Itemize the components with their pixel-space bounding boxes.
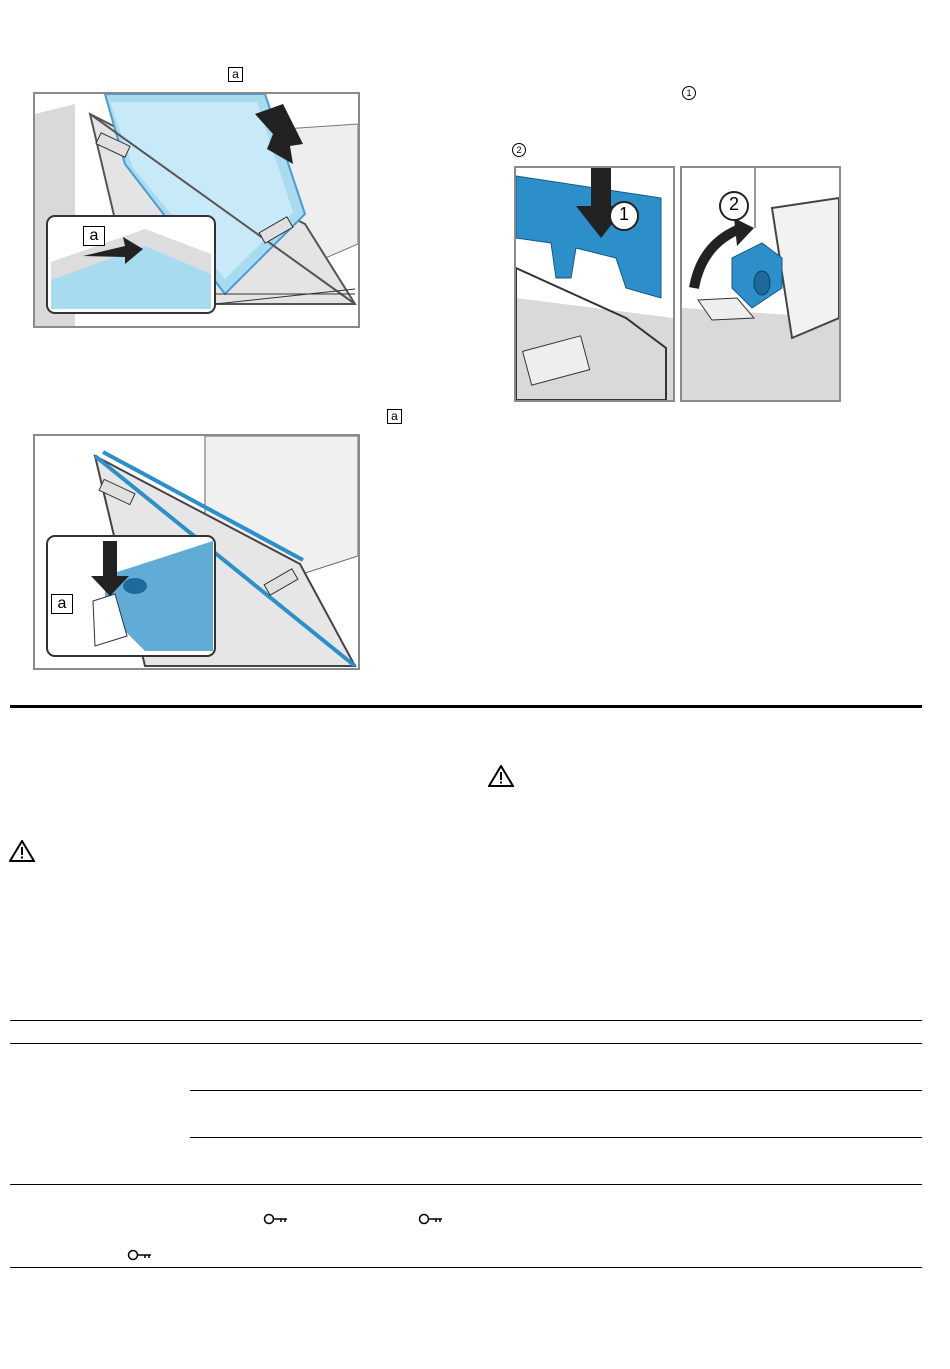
table-rule-bottom — [10, 1267, 922, 1268]
figure-glass-clip-drawing — [35, 436, 358, 668]
callout-a-2: a — [51, 594, 73, 614]
figure-step-2-drawing — [682, 168, 839, 400]
figure-glass-insert-drawing — [35, 94, 358, 326]
key-icon-3 — [127, 1249, 153, 1261]
key-icon-2 — [418, 1213, 444, 1225]
table-rule-row — [10, 1184, 922, 1185]
figure-glass-clip — [33, 434, 360, 670]
callout-a: a — [83, 226, 105, 246]
step-2-marker: 2 — [512, 143, 526, 157]
table-rule-sub-1 — [190, 1090, 922, 1091]
figure-step-1 — [514, 166, 675, 402]
warning-triangle-icon — [488, 765, 514, 787]
table-rule-header — [10, 1043, 922, 1044]
step-1-marker: 1 — [682, 86, 696, 100]
figure-step-2 — [680, 166, 841, 402]
label-a-marker: a — [228, 67, 243, 82]
key-icon — [263, 1213, 289, 1225]
figure-glass-insert — [33, 92, 360, 328]
section-divider — [10, 705, 922, 708]
table-rule-sub-2 — [190, 1137, 922, 1138]
warning-triangle-icon-2 — [9, 840, 35, 862]
step-2-number: 2 — [728, 194, 739, 214]
step-1-number: 1 — [618, 204, 629, 224]
label-a-marker-2: a — [387, 409, 402, 424]
table-rule-top — [10, 1020, 922, 1021]
figure-step-1-drawing — [516, 168, 673, 400]
